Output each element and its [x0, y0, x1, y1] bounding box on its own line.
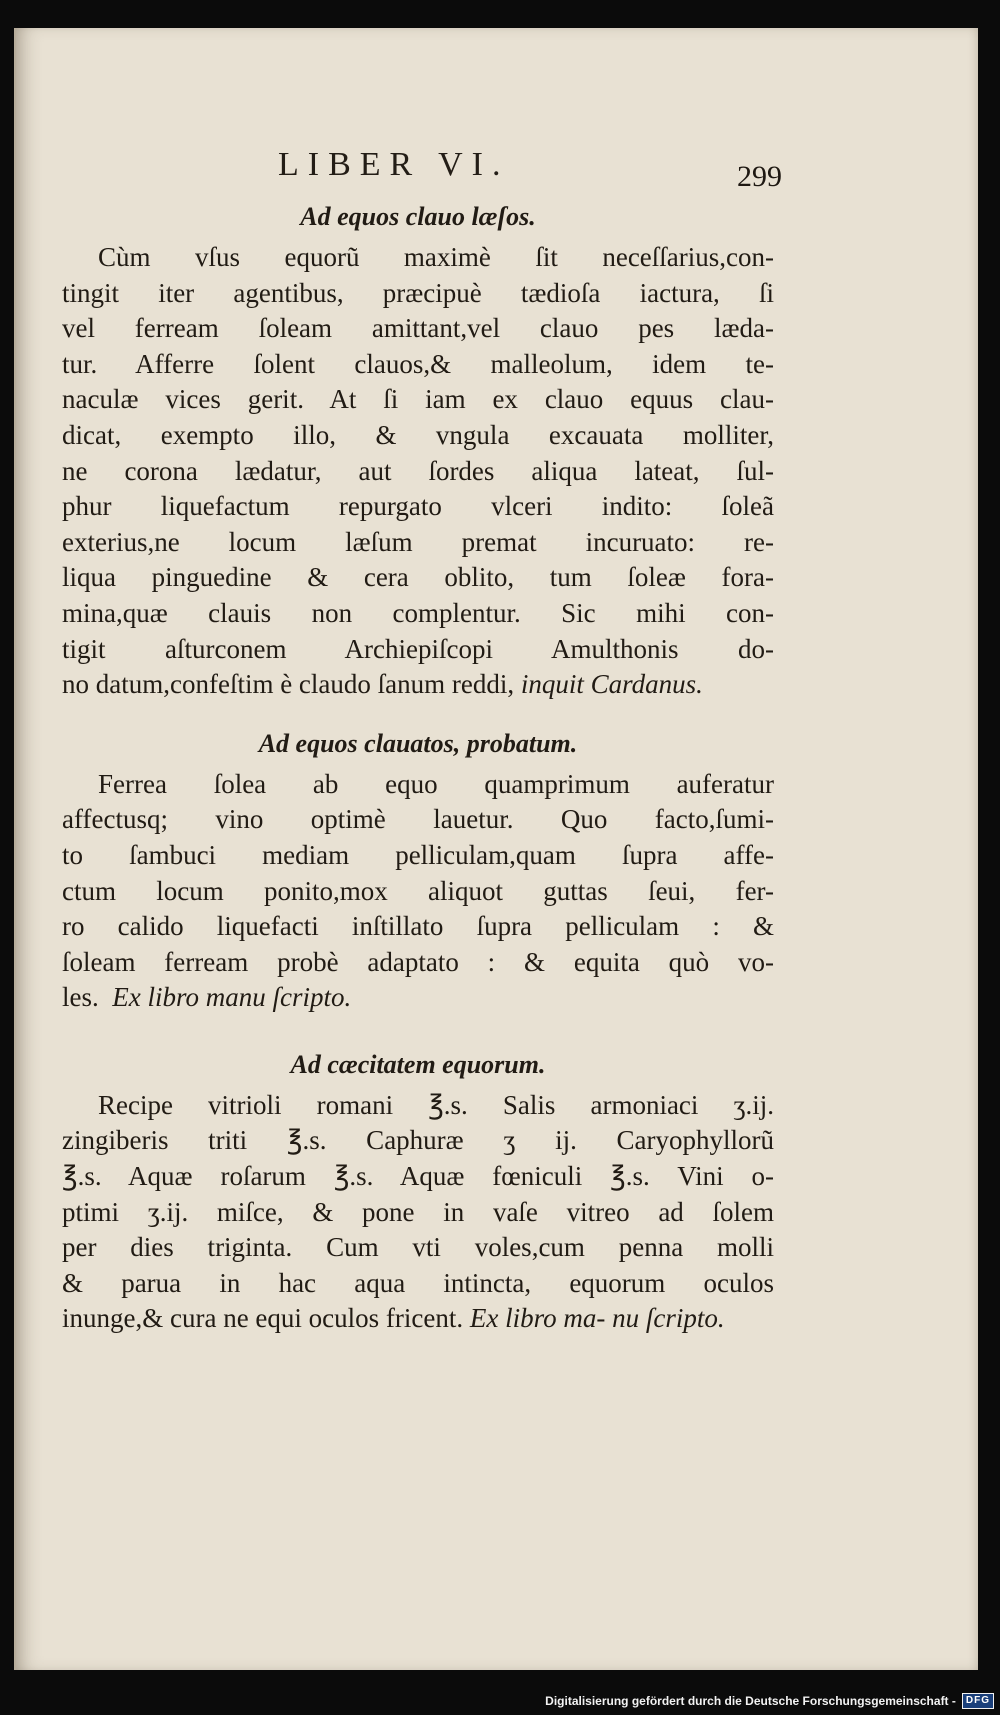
source-citation: Ex libro manu ſcripto. [112, 982, 352, 1013]
text-line: Recipe vitrioli romani ℥.s. Salis armoniaci ʒ.ij. [98, 1089, 774, 1120]
text-line: phur liquefactum repurgato vlceri indito: ſoleã [62, 491, 774, 522]
text-line: Cùm vſus equorũ maximè ſit neceſſarius,con- [98, 242, 774, 272]
text-line-part: les. [62, 982, 99, 1013]
text-line: Ferrea ſolea ab equo quamprimum auferatur [98, 768, 774, 799]
page-header [16, 146, 978, 196]
text-line: ne corona lædatur, aut ſordes aliqua lateat, ſul- [62, 455, 774, 486]
text-line: tingit iter agentibus, præcipuè tædioſa iactura, ſi [62, 277, 774, 308]
source-citation: Ex libro ma- nu ſcripto. [469, 1303, 725, 1334]
section-clauatos [62, 725, 774, 1016]
page-text [62, 198, 774, 1337]
credit-text: Digitalisierung gefördert durch die Deutsche Forschungsgemeinschaft - [545, 1694, 956, 1708]
text-line: ℥.s. Aquæ roſarum ℥.s. Aquæ fœniculi ℥.s. Vini o- [62, 1161, 774, 1192]
paragraph [62, 240, 774, 703]
text-line: ptimi ʒ.ij. miſce, & pone in vaſe vitreo ad ſolem [62, 1196, 774, 1227]
text-line [62, 1301, 774, 1337]
text-line [62, 667, 774, 703]
section-caecitatem [62, 1046, 774, 1337]
source-citation: inquit Cardanus. [520, 669, 703, 700]
text-line: ctum locum ponito,mox aliquot guttas ſeui, fer- [62, 875, 774, 906]
text-line: dicat, exempto illo, & vngula excauata molliter, [62, 419, 774, 450]
text-line: zingiberis triti ℥.s. Caphuræ ʒ ij. Caryophyllorũ [62, 1125, 774, 1156]
section-title: Ad equos clauo læſos. [300, 202, 536, 231]
text-line: to ſambuci mediam pelliculam,quam ſupra affe- [62, 839, 774, 870]
spacer [62, 703, 774, 725]
text-line: affectusq; vino optimè lauetur. Quo facto,ſumi- [62, 804, 774, 835]
dfg-logo: DFG [962, 1693, 994, 1709]
paragraph [62, 1088, 774, 1337]
section-title: Ad equos clauatos, probatum. [258, 728, 578, 758]
spacer [62, 1016, 774, 1046]
book-page [14, 28, 978, 1670]
text-line-part: no datum,confeſtim è claudo ſanum reddi, [62, 669, 515, 700]
text-line [62, 980, 774, 1016]
text-line: per dies triginta. Cum vti voles,cum penna molli [62, 1232, 774, 1263]
text-line: ro calido liquefacti inſtillato ſupra pelliculam : & [62, 911, 774, 942]
text-line: & parua in hac aqua intincta, equorum oculos [62, 1267, 774, 1298]
page-number: 299 [737, 160, 782, 193]
text-line: exterius,ne locum læſum premat incuruato: re- [62, 526, 774, 557]
text-line: ſoleam ferream probè adaptato : & equita quò vo- [62, 946, 774, 977]
text-line: tigit aſturconem Archiepiſcopi Amulthonis do- [62, 633, 774, 664]
text-line: tur. Afferre ſolent clauos,& malleolum, idem te- [62, 348, 774, 379]
section-title: Ad cæcitatem equorum. [290, 1049, 546, 1079]
text-line: naculæ vices gerit. At ſi iam ex clauo equus clau- [62, 384, 774, 415]
text-line: liqua pinguedine & cera oblito, tum ſoleæ fora- [62, 562, 774, 593]
section-clauo-laesos [62, 198, 774, 703]
paragraph [62, 767, 774, 1016]
text-line: vel ferream ſoleam amittant,vel clauo pes læda- [62, 313, 774, 344]
text-line-part: inunge,& cura ne equi oculos fricent. [62, 1303, 464, 1334]
running-head: LIBER VI. [278, 146, 510, 183]
text-line: mina,quæ clauis non complentur. Sic mihi con- [62, 597, 774, 628]
digitization-credit [545, 1693, 994, 1709]
